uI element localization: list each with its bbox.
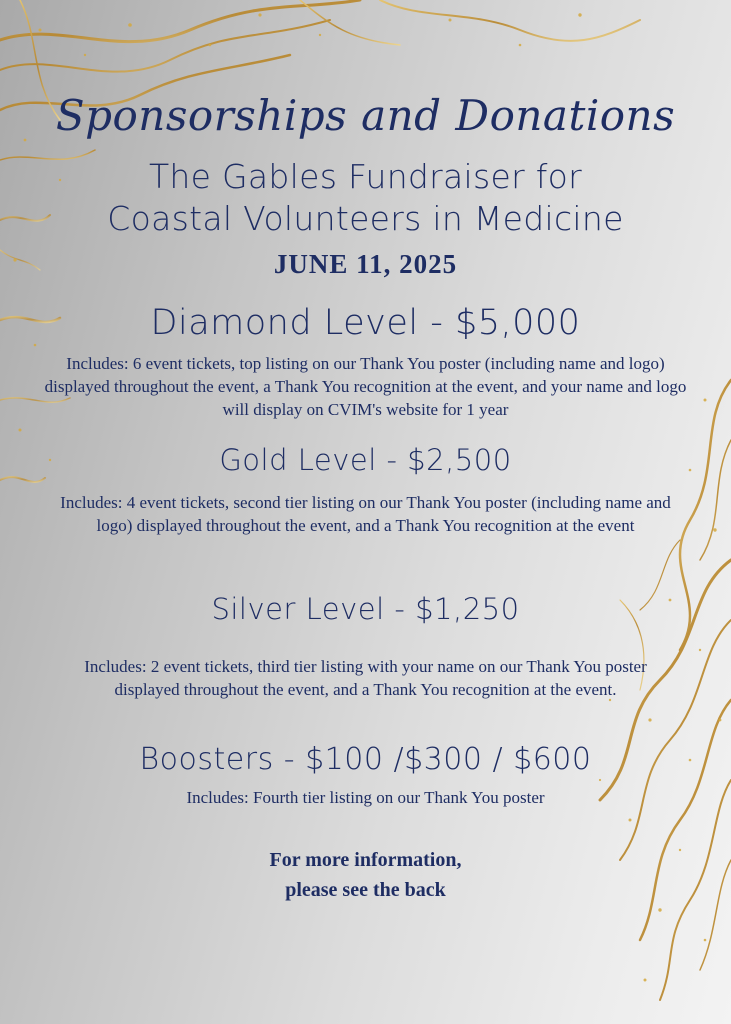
- event-date: JUNE 11, 2025: [273, 249, 458, 279]
- event-title: [20, 156, 711, 240]
- silver-level-title: Silver Level - $1,250: [211, 592, 520, 626]
- gold-level-title: Gold Level - $2,500: [219, 443, 512, 477]
- more-info-line1: For more information,: [269, 849, 462, 871]
- script-title: Sponsorships and Donations: [55, 91, 676, 140]
- boosters-title: Boosters - $100 /$300 / $600: [139, 742, 592, 777]
- event-title-line2: Coastal Volunteers in Medicine: [107, 199, 624, 238]
- gold-level-description: Includes: 4 event tickets, second tier listing on our Thank You poster (including name and logo) displayed throughout the event, and a Thank You recognition at the event: [60, 493, 671, 535]
- more-info-note: [20, 845, 711, 905]
- boosters-description: Includes: Fourth tier listing on our Thank You poster: [186, 788, 545, 807]
- diamond-level-title: Diamond Level - $5,000: [150, 303, 581, 343]
- silver-level-description: Includes: 2 event tickets, third tier listing with your name on our Thank You poster displayed throughout the event, and a Thank You recognition at the event.: [84, 657, 647, 699]
- more-info-line2: please see the back: [285, 879, 446, 901]
- event-title-line1: The Gables Fundraiser for: [148, 157, 583, 196]
- diamond-level-description: Includes: 6 event tickets, top listing on our Thank You poster (including name and logo) displayed throughout the event, a Thank You recognition at the event, and your name and logo will display on CVIM's website for 1 year: [44, 354, 687, 419]
